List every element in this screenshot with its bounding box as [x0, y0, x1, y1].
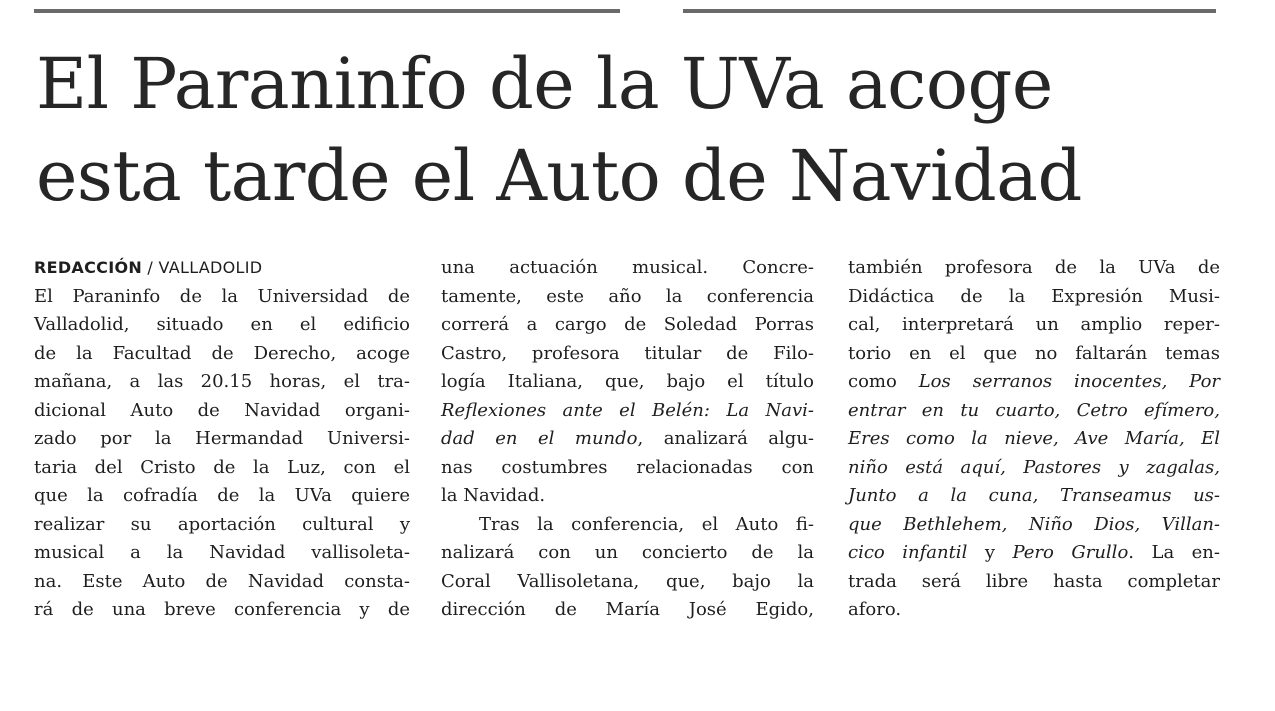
body-line: musical a la Navidad vallisoleta-	[34, 542, 410, 563]
article-column-3	[848, 254, 1220, 625]
body-text: como	[848, 371, 919, 392]
repertoire-title: que Bethlehem, Niño Dios, Villan-	[848, 513, 1220, 535]
body-line: El Paraninfo de la Universidad de	[34, 285, 410, 307]
body-text: , analizará algu-	[637, 428, 814, 449]
repertoire-title: niño está aquí, Pastores y zagalas,	[848, 456, 1220, 478]
body-line-italic	[848, 397, 1220, 426]
headline	[36, 38, 1256, 222]
article-column-1	[34, 254, 410, 625]
body-line: Castro, profesora titular de Filo-	[441, 342, 814, 364]
body-line-italic	[848, 425, 1220, 454]
body-line: también profesora de la UVa de	[848, 257, 1220, 278]
body-line: realizar su aportación cultural y	[34, 513, 410, 535]
repertoire-title: Junto a la cuna, Transeamus us-	[848, 485, 1220, 506]
body-line: dicional Auto de Navidad organi-	[34, 399, 410, 421]
top-rule-left	[34, 9, 620, 13]
body-line: que la cofradía de la UVa quiere	[34, 485, 410, 506]
body-line: nalizará con un concierto de la	[441, 542, 814, 563]
repertoire-title: cico infantil	[848, 542, 968, 563]
top-rule-right	[683, 9, 1216, 13]
body-line	[441, 425, 814, 454]
paragraph-start-line: Tras la conferencia, el Auto fi-	[479, 513, 814, 535]
body-text: . La en-	[1128, 542, 1220, 563]
talk-title-part-2: dad en el mundo	[441, 428, 638, 449]
body-line: Didáctica de la Expresión Musi-	[848, 285, 1220, 307]
body-line: una actuación musical. Concre-	[441, 257, 814, 278]
body-line: Valladolid, situado en el edificio	[34, 314, 410, 335]
body-line: nas costumbres relacionadas con	[441, 456, 814, 478]
byline-section: REDACCIÓN	[34, 258, 143, 277]
body-line: dirección de María José Egido,	[441, 599, 814, 620]
repertoire-title: Los serranos inocentes, Por	[918, 371, 1221, 392]
body-line-italic	[848, 454, 1220, 483]
body-line	[848, 368, 1220, 397]
byline-place: VALLADOLID	[158, 258, 263, 277]
body-line: la Navidad.	[441, 485, 546, 506]
byline	[34, 254, 410, 283]
repertoire-title: Pero Grullo	[1012, 542, 1129, 563]
body-line: tamente, este año la conferencia	[441, 285, 814, 307]
body-line: trada será libre hasta completar	[848, 570, 1220, 592]
headline-line-2: esta tarde el Auto de Navidad	[36, 135, 1082, 217]
body-line: na. Este Auto de Navidad consta-	[34, 570, 410, 592]
byline-separator: /	[142, 258, 159, 277]
headline-line-1: El Paraninfo de la UVa acoge	[36, 43, 1053, 125]
body-line-italic	[848, 482, 1220, 511]
body-line: aforo.	[848, 599, 902, 620]
body-line-italic	[848, 511, 1220, 540]
body-line: cal, interpretará un amplio reper-	[848, 314, 1220, 335]
body-line: mañana, a las 20.15 horas, el tra-	[34, 371, 410, 392]
body-line: de la Facultad de Derecho, acoge	[34, 342, 410, 364]
repertoire-title: Eres como la nieve, Ave María, El	[848, 428, 1220, 449]
talk-title-part-1: Reflexiones ante el Belén: La Navi-	[441, 399, 814, 421]
body-line: logía Italiana, que, bajo el título	[441, 371, 814, 392]
body-line: Coral Vallisoletana, que, bajo la	[441, 570, 814, 592]
article-column-2	[441, 254, 814, 625]
body-text: y	[967, 542, 1013, 563]
body-line-italic	[441, 397, 814, 426]
body-line	[848, 539, 1220, 568]
repertoire-title: entrar en tu cuarto, Cetro efímero,	[848, 399, 1220, 421]
body-line: rá de una breve conferencia y de	[34, 599, 410, 620]
body-line: correrá a cargo de Soledad Porras	[441, 314, 814, 335]
body-line: torio en el que no faltarán temas	[848, 342, 1220, 364]
body-line: taria del Cristo de la Luz, con el	[34, 456, 410, 478]
body-line: zado por la Hermandad Universi-	[34, 428, 410, 449]
